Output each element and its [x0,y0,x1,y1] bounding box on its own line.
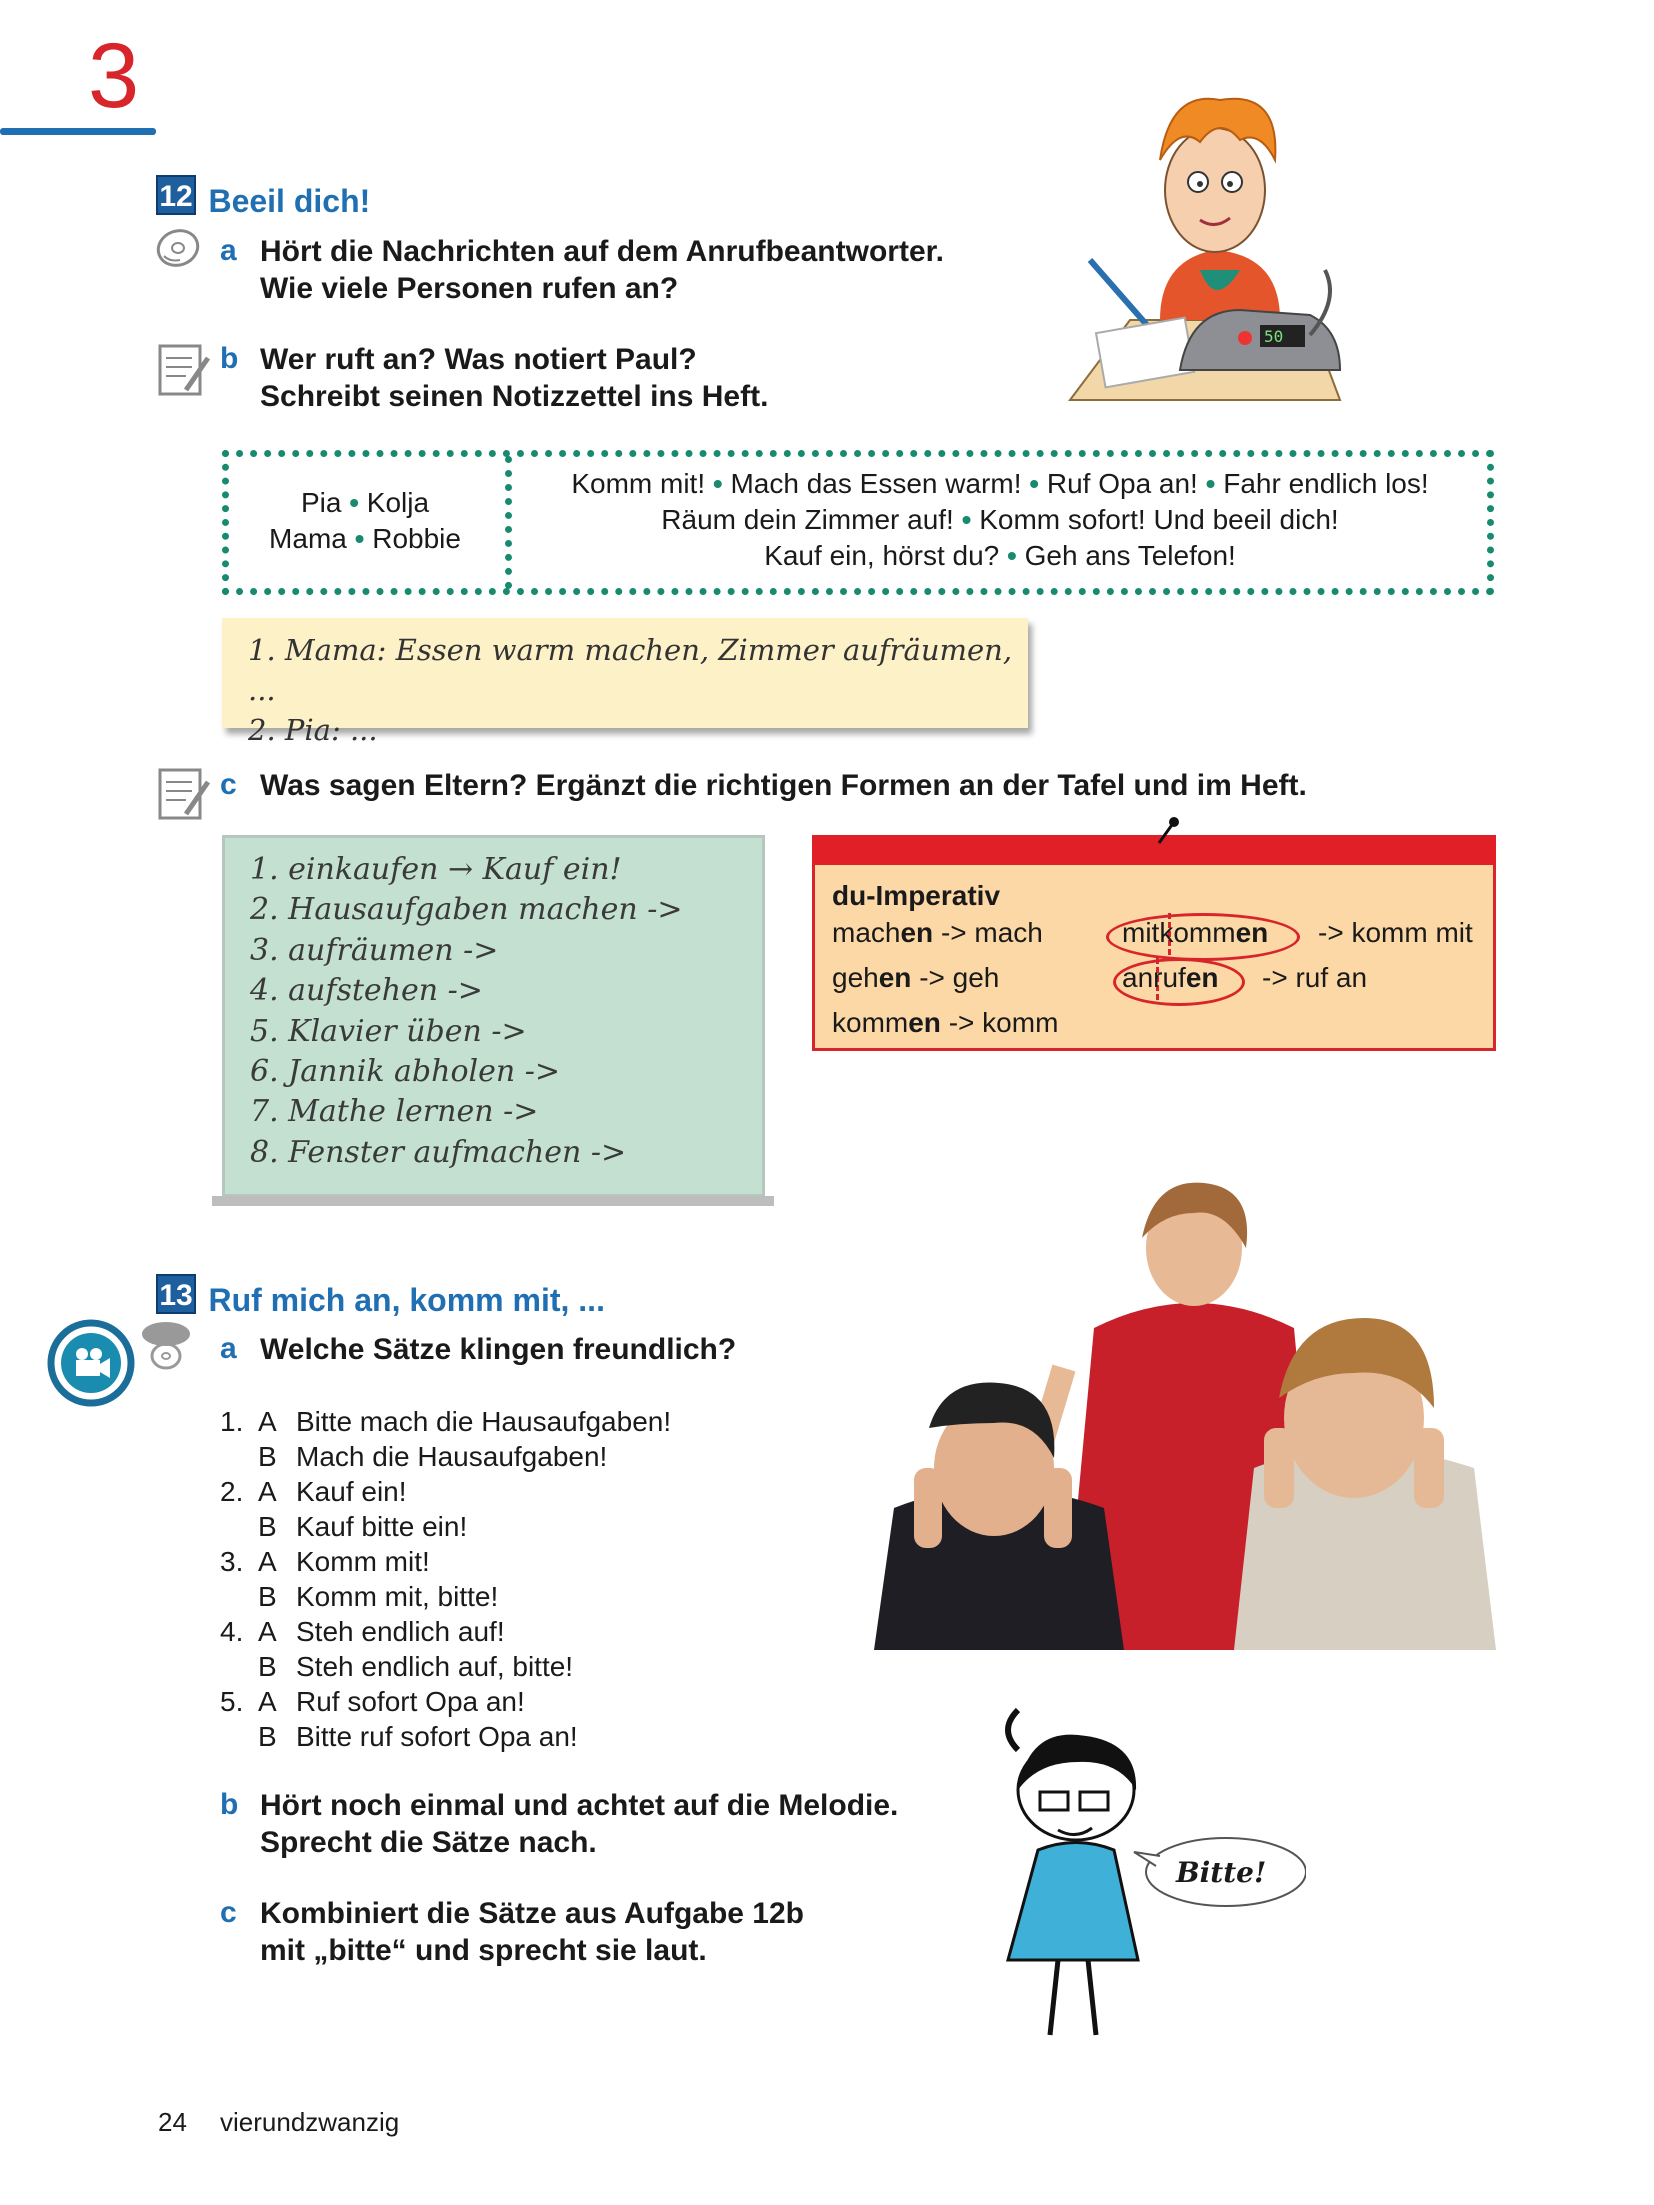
item-number: 2. [220,1476,244,1507]
option-letter: A [258,1476,277,1507]
phrase: Geh ans Telefon! [1024,540,1236,571]
arrow: -> [940,917,967,948]
audio-cd-icon [154,226,202,270]
option-letter: B [258,1581,277,1612]
board-item [250,971,750,1011]
option-letter: B [258,1721,277,1752]
verb-stem: komm [1159,917,1236,948]
board-item-text: Hausaufgaben machen -> [288,892,683,928]
phrases-row-2 [520,502,1480,538]
sentence-b: Bitte ruf sofort Opa an! [296,1721,578,1752]
phrase: Komm mit! [571,468,706,499]
board-item-number: 7. [250,1094,279,1130]
answering-machine-display: 50 [1264,327,1284,346]
task-13-header [156,1274,605,1319]
sentence-a: Bitte mach die Hausaufgaben! [296,1406,672,1437]
board-item-number: 3. [250,932,279,968]
task-13b-line-2: Sprecht die Sätze nach. [260,1826,597,1859]
board-item [250,1052,750,1092]
arrow: -> [948,1007,975,1038]
sentence-b: Mach die Hausaufgaben! [296,1441,608,1472]
task-12a-line-2: Wie viele Personen rufen an? [260,272,679,305]
option-letter: A [258,1546,277,1577]
separable-verb [1122,917,1268,949]
option-letter: A [258,1616,277,1647]
board-item [250,850,750,890]
sentence-b: Komm mit, bitte! [296,1581,499,1612]
grammar-title: du-Imperativ [832,880,1001,911]
verb-ending: en [900,917,934,948]
task-12a-letter: a [220,234,237,267]
task-13a-letter: a [220,1332,237,1365]
task-12c-text: Was sagen Eltern? Ergänzt die richtigen Formen an der Tafel und im Heft. [260,769,1307,802]
board-item-number: 1. [250,852,279,887]
list-item [220,1544,671,1579]
message-phrases [520,466,1480,574]
task-12-title: Beeil dich! [208,183,371,220]
bullet: • [1029,468,1040,499]
task-13b-text [260,1787,898,1861]
board-item [250,1012,750,1052]
write-notebook-icon [156,764,214,826]
task-number-12: 12 [156,175,196,215]
speech-bubble-text: Bitte! [1176,1856,1267,1889]
bullet: • [354,523,365,554]
bullet: • [1205,468,1216,499]
verb-ending: en [908,1007,941,1038]
task-12b-letter: b [220,342,239,375]
board-item [250,890,750,930]
item-number: 1. [220,1406,244,1437]
task-12b-line-2: Schreibt seinen Notizzettel ins Heft. [260,380,769,413]
board-list [250,850,750,1173]
task-13b-line-1: Hört noch einmal und achtet auf die Melodie. [260,1789,899,1822]
grammar-row [832,1007,1058,1039]
boy-answering-machine-illustration [1040,70,1360,420]
page-number: 24 [158,2107,187,2137]
task-number-13: 13 [156,1274,196,1314]
board-item-text: einkaufen → Kauf ein! [288,852,622,887]
board-item-number: 6. [250,1054,279,1090]
board-item-number: 2. [250,892,279,928]
imperative-form: komm mit [1351,917,1473,948]
verb-stem: geh [832,962,879,993]
sentence-b: Kauf bitte ein! [296,1511,468,1542]
chapter-rule [0,128,156,135]
name-pia: Pia [300,487,342,518]
imperative-form: mach [974,917,1043,948]
phrase: Komm sofort! Und beeil dich! [979,504,1339,535]
option-letter: A [258,1686,277,1717]
imperative-form: ruf an [1295,962,1368,993]
verb-ending: en [878,962,912,993]
task-12a-text [260,233,944,307]
verb-stem: ruf [1153,962,1186,993]
task-12c-letter: c [220,768,237,801]
board-item-text: Klavier üben -> [288,1013,527,1049]
name-kolja: Kolja [366,487,430,518]
separable-result [1318,917,1473,949]
chapter-number: 3 [88,25,140,127]
item-number: 4. [220,1616,244,1647]
board-item-text: aufräumen -> [288,932,499,968]
imperative-form: geh [952,962,1000,993]
task-13c-line-2: mit „bitte“ und sprecht sie laut. [260,1934,707,1967]
board-item-number: 4. [250,973,279,1009]
item-number: 5. [220,1686,244,1717]
sentence-b: Steh endlich auf, bitte! [296,1651,574,1682]
arrow: -> [1318,917,1344,948]
sentence-a: Kauf ein! [296,1476,407,1507]
arrow: -> [1262,962,1288,993]
sentence-pairs-list [220,1404,671,1754]
sentence-a: Ruf sofort Opa an! [296,1686,525,1717]
separable-verb [1122,962,1219,994]
verb-stem: mach [832,917,901,948]
phrase: Kauf ein, hörst du? [764,540,1000,571]
grammar-row [832,917,1043,949]
task-13-title: Ruf mich an, komm mit, ... [208,1282,605,1319]
option-letter: B [258,1651,277,1682]
bullet: • [1007,540,1017,571]
list-item [220,1404,671,1439]
name-robbie: Robbie [372,523,461,554]
task-12-header [156,175,370,220]
task-13a-text: Welche Sätze klingen freundlich? [260,1333,737,1366]
names-row-1 [230,485,500,521]
separable-result [1262,962,1367,994]
write-notebook-icon [156,340,214,402]
note-line-1: 1. Mama: Essen warm machen, Zimmer aufräumen, ... [248,633,1013,707]
phrases-row-3 [520,538,1480,574]
list-item [220,1509,671,1544]
board-item-text: Jannik abholen -> [288,1054,560,1090]
board-item-number: 5. [250,1013,279,1049]
task-12b-line-1: Wer ruft an? Was notiert Paul? [260,343,697,376]
note-line-2: 2. Pia: ... [248,713,378,747]
verb-ending: en [1235,917,1269,948]
item-number: 3. [220,1546,244,1577]
arrow: -> [919,962,945,993]
verb-prefix: an [1122,962,1154,993]
task-13c-text [260,1895,804,1969]
option-letter: A [258,1406,277,1437]
phrase: Räum dein Zimmer auf! [661,504,954,535]
board-item [250,1092,750,1132]
bullet: • [349,487,359,518]
list-item [220,1684,671,1719]
imperative-form: komm [982,1007,1059,1038]
task-13b-letter: b [220,1788,239,1821]
phrase: Ruf Opa an! [1046,468,1198,499]
board-item-text: aufstehen -> [288,973,483,1009]
list-item [220,1439,671,1474]
verb-prefix: mit [1122,917,1160,948]
grammar-row [832,962,999,994]
list-item [220,1649,671,1684]
option-letter: B [258,1441,277,1472]
list-item [220,1579,671,1614]
list-item [220,1474,671,1509]
phrases-row-1 [520,466,1480,502]
chalk-board-ledge [212,1196,774,1206]
task-12a-line-1: Hört die Nachrichten auf dem Anrufbeantworter. [260,235,944,268]
sentence-a: Steh endlich auf! [296,1616,505,1647]
verb-stem: komm [832,1007,909,1038]
bullet: • [712,468,723,499]
verb-ending: en [1185,962,1219,993]
pin-icon [1154,816,1184,846]
phrase: Mach das Essen warm! [730,468,1022,499]
names-row-2 [230,521,500,557]
board-item-number: 8. [250,1134,279,1170]
bullet: • [961,504,972,535]
word-box-divider [505,456,512,589]
caller-names [230,485,500,557]
board-item [250,1133,750,1173]
list-item [220,1719,671,1754]
video-camera-icon [46,1318,136,1408]
note-paper [222,618,1028,747]
sentence-a: Komm mit! [296,1546,430,1577]
speak-audio-icon [130,1318,200,1378]
family-photo [874,1168,1496,1650]
list-item [220,1614,671,1649]
task-13c-letter: c [220,1896,237,1929]
page-number-word: vierundzwanzig [220,2107,400,2137]
phrase: Fahr endlich los! [1223,468,1429,499]
task-12b-text [260,341,768,415]
task-13c-line-1: Kombiniert die Sätze aus Aufgabe 12b [260,1897,804,1930]
board-item [250,931,750,971]
board-item-text: Fenster aufmachen -> [288,1134,627,1170]
board-item-text: Mathe lernen -> [288,1094,539,1130]
option-letter: B [258,1511,277,1542]
name-mama: Mama [269,523,347,554]
